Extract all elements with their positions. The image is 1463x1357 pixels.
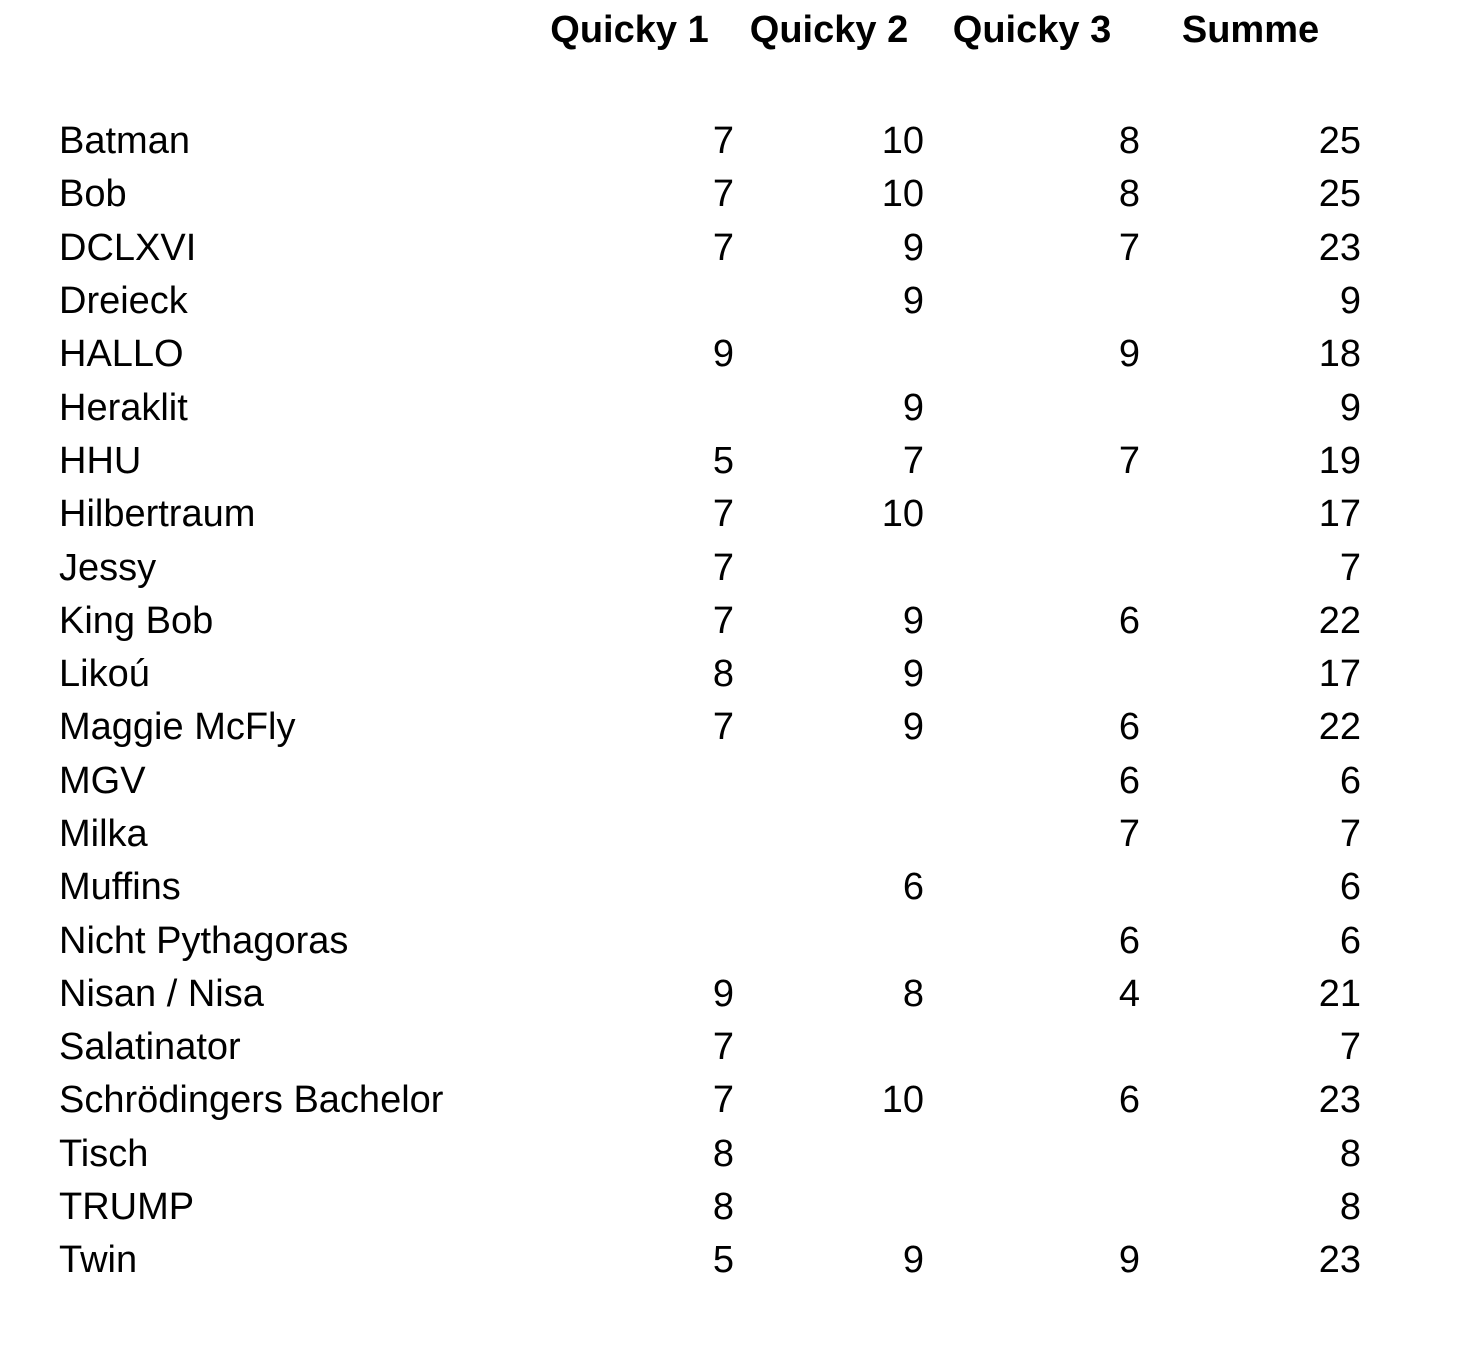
score-cell-quicky-1 <box>525 381 734 434</box>
score-cell-quicky-1 <box>525 275 734 328</box>
sum-cell: 8 <box>1339 1132 1361 1175</box>
team-name-cell: King Bob <box>59 599 214 642</box>
score-cell-quicky-1: 7 <box>712 1079 734 1122</box>
score-cell-quicky-2 <box>734 328 924 381</box>
team-name-cell: Nicht Pythagoras <box>59 919 349 962</box>
score-cell-quicky-1: 9 <box>712 333 734 376</box>
team-name-cell: Milka <box>59 813 148 855</box>
score-cell-quicky-2: 9 <box>902 1239 924 1282</box>
sum-cell: 8 <box>1339 1186 1361 1229</box>
team-name-cell: Tisch <box>59 1132 149 1175</box>
score-cell-quicky-2 <box>734 755 924 808</box>
score-cell-quicky-2 <box>734 914 924 967</box>
sum-cell: 17 <box>1318 493 1361 536</box>
team-name-cell: Jessy <box>59 546 157 589</box>
column-header-name <box>59 4 525 57</box>
team-name-cell: Nisan / Nisa <box>59 972 264 1015</box>
team-name-cell: Schrödingers Bachelor <box>59 1079 444 1122</box>
score-cell-quicky-3 <box>924 861 1140 914</box>
score-cell-quicky-1: 9 <box>712 972 734 1015</box>
score-cell-quicky-2: 7 <box>902 439 924 482</box>
sum-cell: 23 <box>1318 1239 1361 1282</box>
score-cell-quicky-2: 10 <box>881 173 924 216</box>
score-table-body <box>59 115 1361 1288</box>
page <box>0 4 1463 1357</box>
score-cell-quicky-1: 7 <box>712 546 734 589</box>
score-cell-quicky-1: 7 <box>712 120 734 163</box>
score-cell-quicky-2 <box>734 541 924 594</box>
sum-cell: 18 <box>1318 333 1361 376</box>
score-cell-quicky-1: 8 <box>712 1186 734 1229</box>
table-row <box>59 222 1361 275</box>
team-name-cell: DCLXVI <box>59 226 197 269</box>
score-cell-quicky-1: 5 <box>712 439 734 482</box>
spreadsheet-area <box>0 4 1463 1357</box>
team-name-cell: Batman <box>59 120 190 163</box>
score-cell-quicky-3 <box>924 541 1140 594</box>
sum-cell: 9 <box>1339 280 1361 323</box>
team-name-cell: Salatinator <box>59 1026 241 1069</box>
spacer-cell <box>59 57 1361 115</box>
sum-cell: 7 <box>1339 546 1361 589</box>
score-cell-quicky-2: 9 <box>902 599 924 642</box>
score-cell-quicky-2: 6 <box>902 866 924 909</box>
score-cell-quicky-3: 7 <box>1118 813 1140 855</box>
score-cell-quicky-3 <box>924 381 1140 434</box>
column-header-quicky-3: Quicky 3 <box>952 9 1112 51</box>
table-row <box>59 115 1361 168</box>
score-cell-quicky-3: 9 <box>1118 333 1140 376</box>
table-row <box>59 328 1361 381</box>
score-cell-quicky-2 <box>734 1181 924 1234</box>
score-cell-quicky-1: 7 <box>712 493 734 536</box>
table-row <box>59 914 1361 967</box>
team-name-cell: Muffins <box>59 866 181 909</box>
score-cell-quicky-1: 8 <box>712 653 734 696</box>
team-name-cell: MGV <box>59 759 146 802</box>
sum-cell: 25 <box>1318 173 1361 216</box>
score-cell-quicky-3: 6 <box>1118 759 1140 802</box>
sum-cell: 6 <box>1339 866 1361 909</box>
sum-cell: 6 <box>1339 919 1361 962</box>
score-cell-quicky-2: 9 <box>902 386 924 429</box>
column-header-summe: Summe <box>1181 9 1320 51</box>
score-cell-quicky-1 <box>525 861 734 914</box>
score-cell-quicky-1 <box>525 755 734 808</box>
sum-cell: 22 <box>1318 599 1361 642</box>
score-cell-quicky-3 <box>924 1021 1140 1074</box>
team-name-cell: Dreieck <box>59 280 188 323</box>
score-cell-quicky-3 <box>924 1181 1140 1234</box>
score-cell-quicky-2: 10 <box>881 493 924 536</box>
team-name-cell: HALLO <box>59 333 184 376</box>
score-table-header <box>59 4 1361 115</box>
score-cell-quicky-1: 5 <box>712 1239 734 1282</box>
table-row <box>59 1128 1361 1181</box>
score-cell-quicky-2 <box>734 1021 924 1074</box>
sum-cell: 23 <box>1318 1079 1361 1122</box>
team-name-cell: Maggie McFly <box>59 706 296 749</box>
table-row <box>59 1074 1361 1127</box>
team-name-cell: Likoú <box>59 653 150 696</box>
sum-cell: 21 <box>1318 972 1361 1015</box>
score-cell-quicky-2 <box>734 808 924 861</box>
score-cell-quicky-1: 8 <box>712 1132 734 1175</box>
team-name-cell: TRUMP <box>59 1186 195 1229</box>
score-cell-quicky-2: 9 <box>902 653 924 696</box>
score-cell-quicky-3: 4 <box>1118 972 1140 1015</box>
score-cell-quicky-3: 6 <box>1118 1079 1140 1122</box>
table-row <box>59 755 1361 808</box>
table-row <box>59 541 1361 594</box>
table-row <box>59 381 1361 434</box>
score-cell-quicky-2: 10 <box>881 120 924 163</box>
sum-cell: 17 <box>1318 653 1361 696</box>
score-cell-quicky-1: 7 <box>712 173 734 216</box>
sum-cell: 25 <box>1318 120 1361 163</box>
table-row <box>59 595 1361 648</box>
score-cell-quicky-2 <box>734 1128 924 1181</box>
score-cell-quicky-3 <box>924 648 1140 701</box>
score-cell-quicky-3: 6 <box>1118 919 1140 962</box>
score-cell-quicky-2: 9 <box>902 280 924 323</box>
table-row <box>59 648 1361 701</box>
sum-cell: 9 <box>1339 386 1361 429</box>
team-name-cell: Twin <box>59 1239 138 1282</box>
score-cell-quicky-3: 6 <box>1118 599 1140 642</box>
table-row <box>59 968 1361 1021</box>
team-name-cell: Hilbertraum <box>59 493 256 536</box>
score-cell-quicky-3: 8 <box>1118 173 1140 216</box>
score-cell-quicky-1: 7 <box>712 1026 734 1069</box>
table-row <box>59 861 1361 914</box>
sum-cell: 7 <box>1339 1026 1361 1069</box>
score-cell-quicky-1 <box>525 808 734 861</box>
column-header-quicky-2: Quicky 2 <box>749 9 909 51</box>
table-row <box>59 168 1361 221</box>
score-cell-quicky-3: 7 <box>1118 439 1140 482</box>
score-cell-quicky-2: 8 <box>902 972 924 1015</box>
sum-cell: 7 <box>1339 813 1361 855</box>
table-row <box>59 1021 1361 1074</box>
table-row <box>59 435 1361 488</box>
score-cell-quicky-1: 7 <box>712 226 734 269</box>
score-cell-quicky-3: 9 <box>1118 1239 1140 1282</box>
score-cell-quicky-1 <box>525 914 734 967</box>
score-cell-quicky-3 <box>924 1128 1140 1181</box>
header-row <box>59 4 1361 57</box>
score-table <box>59 4 1361 1288</box>
score-cell-quicky-3 <box>924 275 1140 328</box>
score-cell-quicky-2: 9 <box>902 706 924 749</box>
score-cell-quicky-2: 10 <box>881 1079 924 1122</box>
team-name-cell: Heraklit <box>59 386 188 429</box>
spacer-row <box>59 57 1361 115</box>
sum-cell: 6 <box>1339 759 1361 802</box>
table-row <box>59 1234 1361 1287</box>
table-row <box>59 275 1361 328</box>
score-cell-quicky-1: 7 <box>712 599 734 642</box>
column-header-quicky-1: Quicky 1 <box>550 9 709 51</box>
table-row <box>59 1181 1361 1234</box>
score-cell-quicky-1: 7 <box>712 706 734 749</box>
team-name-cell: HHU <box>59 439 142 482</box>
sum-cell: 22 <box>1318 706 1361 749</box>
score-cell-quicky-3 <box>924 488 1140 541</box>
team-name-cell: Bob <box>59 173 127 216</box>
score-cell-quicky-2: 9 <box>902 226 924 269</box>
table-row <box>59 488 1361 541</box>
sum-cell: 19 <box>1318 439 1361 482</box>
table-row <box>59 808 1361 861</box>
score-cell-quicky-3: 7 <box>1118 226 1140 269</box>
score-cell-quicky-3: 8 <box>1118 120 1140 163</box>
sum-cell: 23 <box>1318 226 1361 269</box>
table-row <box>59 701 1361 754</box>
score-cell-quicky-3: 6 <box>1118 706 1140 749</box>
